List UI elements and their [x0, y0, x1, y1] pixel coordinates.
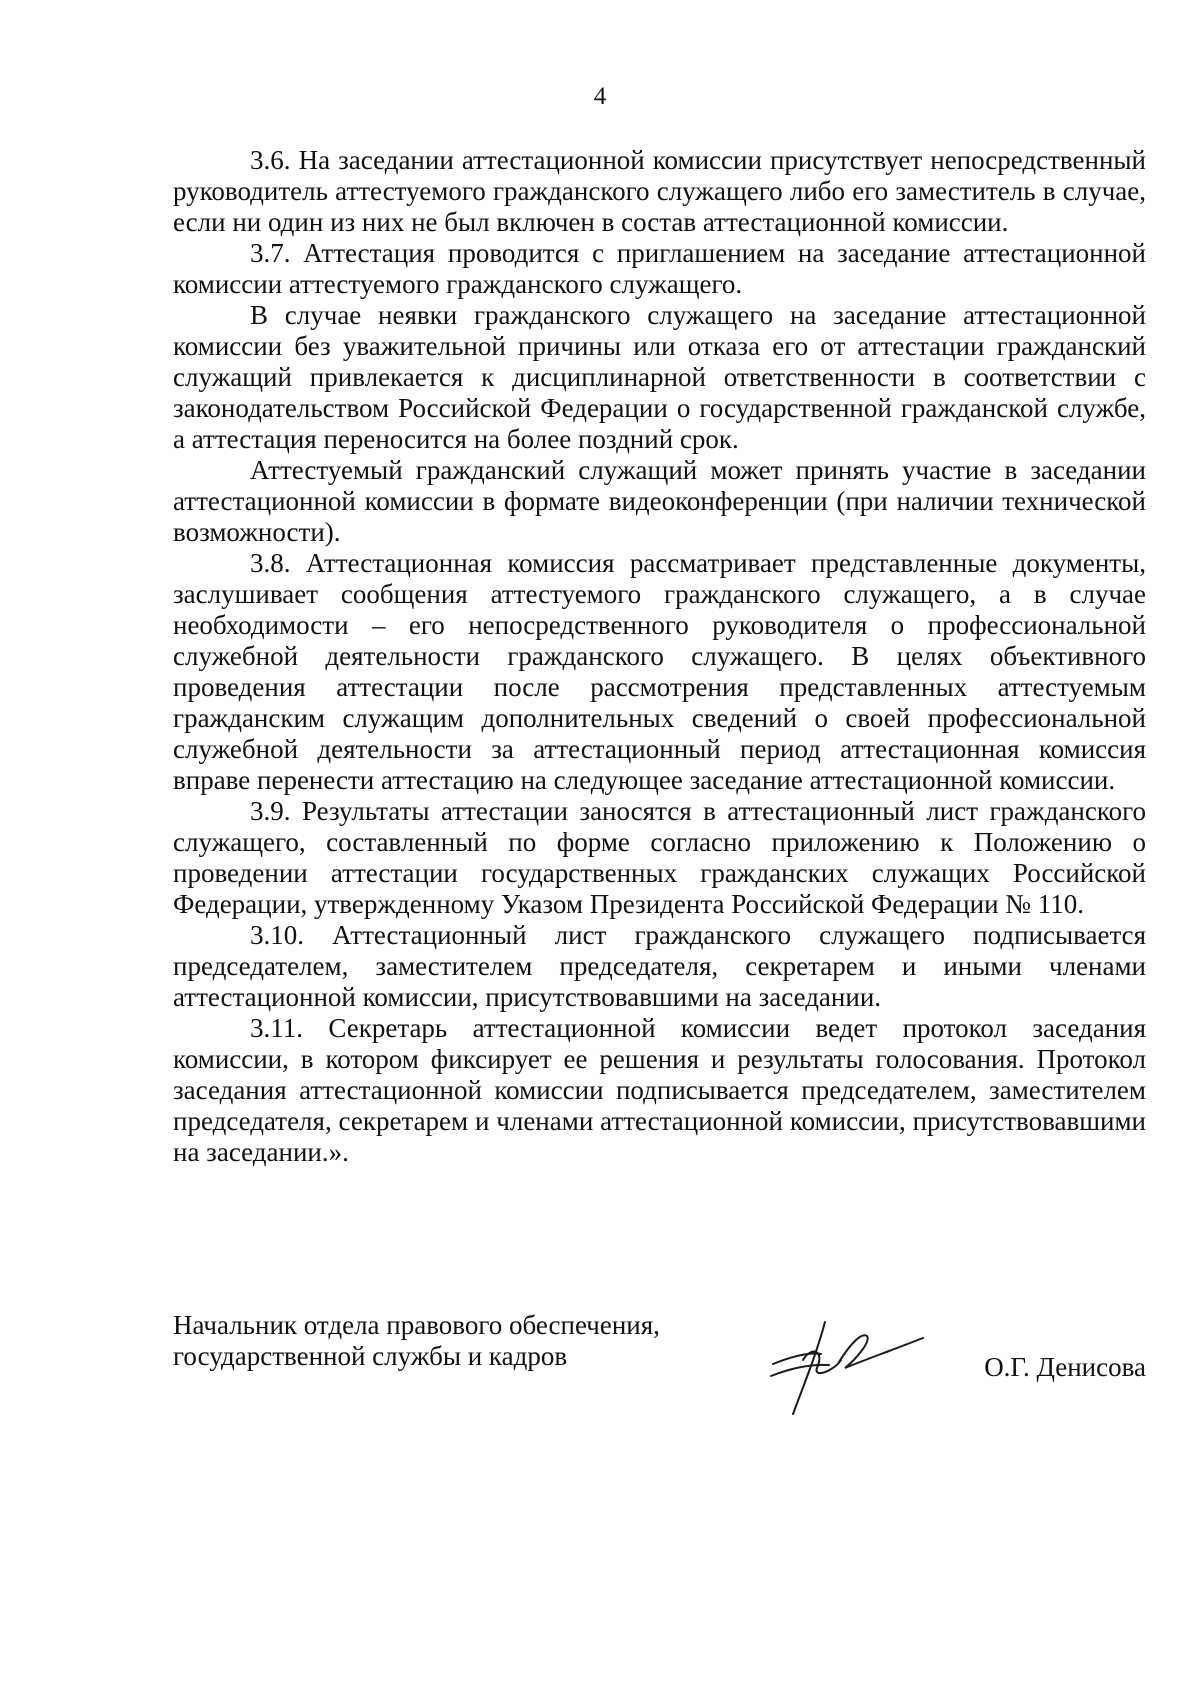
signatory-position-line-1: Начальник отдела правового обеспечения,: [173, 1310, 660, 1340]
document-body: [173, 145, 1146, 1168]
paragraph-3-7-videoconference: Аттестуемый гражданский служащий может принять участие в заседании аттестационной комиссии в формате видеоконференции (при наличии технической возможности).: [173, 455, 1146, 547]
handwritten-signature: [763, 1302, 933, 1422]
paragraph-3-7: 3.7. Аттестация проводится с приглашением на заседание аттестационной комиссии аттестуемого гражданского служащего.: [173, 238, 1146, 299]
paragraph-3-11: 3.11. Секретарь аттестационной комиссии ведет протокол заседания комиссии, в котором фиксирует ее решения и результаты голосования. Протокол заседания аттестационной комиссии подписывается председателем, заместителем председателя, секретарем и членами аттестационной комиссии, присутствовавшими на заседании.».: [173, 1013, 1146, 1167]
paragraph-3-7-absence: В случае неявки гражданского служащего на заседание аттестационной комиссии без уважительной причины или отказа его от аттестации гражданский служащий привлекается к дисциплинарной ответственности в соответствии с законодательством Российской Федерации о государственной гражданской службе, а аттестация переносится на более поздний срок.: [173, 300, 1146, 454]
signatory-position: [173, 1310, 660, 1372]
signatory-position-line-2: государственной службы и кадров: [173, 1341, 568, 1371]
paragraph-3-9: 3.9. Результаты аттестации заносятся в аттестационный лист гражданского служащего, составленный по форме согласно приложению к Положению о проведении аттестации государственных гражданских служащих Российской Федерации, утвержденному Указом Президента Российской Федерации № 110.: [173, 796, 1146, 919]
paragraph-3-8: 3.8. Аттестационная комиссия рассматривает представленные документы, заслушивает сообщения аттестуемого гражданского служащего, а в случае необходимости – его непосредственного руководителя о профессиональной служебной деятельности гражданского служащего. В целях объективного проведения аттестации после рассмотрения представленных аттестуемым гражданским служащим дополнительных сведений о своей профессиональной служебной деятельности за аттестационный период аттестационная комиссия вправе перенести аттестацию на следующее заседание аттестационной комиссии.: [173, 548, 1146, 795]
signature-block: [173, 1310, 1146, 1420]
signatory-name: О.Г. Денисова: [984, 1352, 1146, 1382]
paragraph-3-6: 3.6. На заседании аттестационной комиссии присутствует непосредственный руководитель аттестуемого гражданского служащего либо его заместитель в случае, если ни один из них не был включен в состав аттестационной комиссии.: [173, 145, 1146, 237]
paragraph-3-10: 3.10. Аттестационный лист гражданского служащего подписывается председателем, заместителем председателя, секретарем и иными членами аттестационной комиссии, присутствовавшими на заседании.: [173, 920, 1146, 1012]
page-number: 4: [593, 83, 607, 110]
